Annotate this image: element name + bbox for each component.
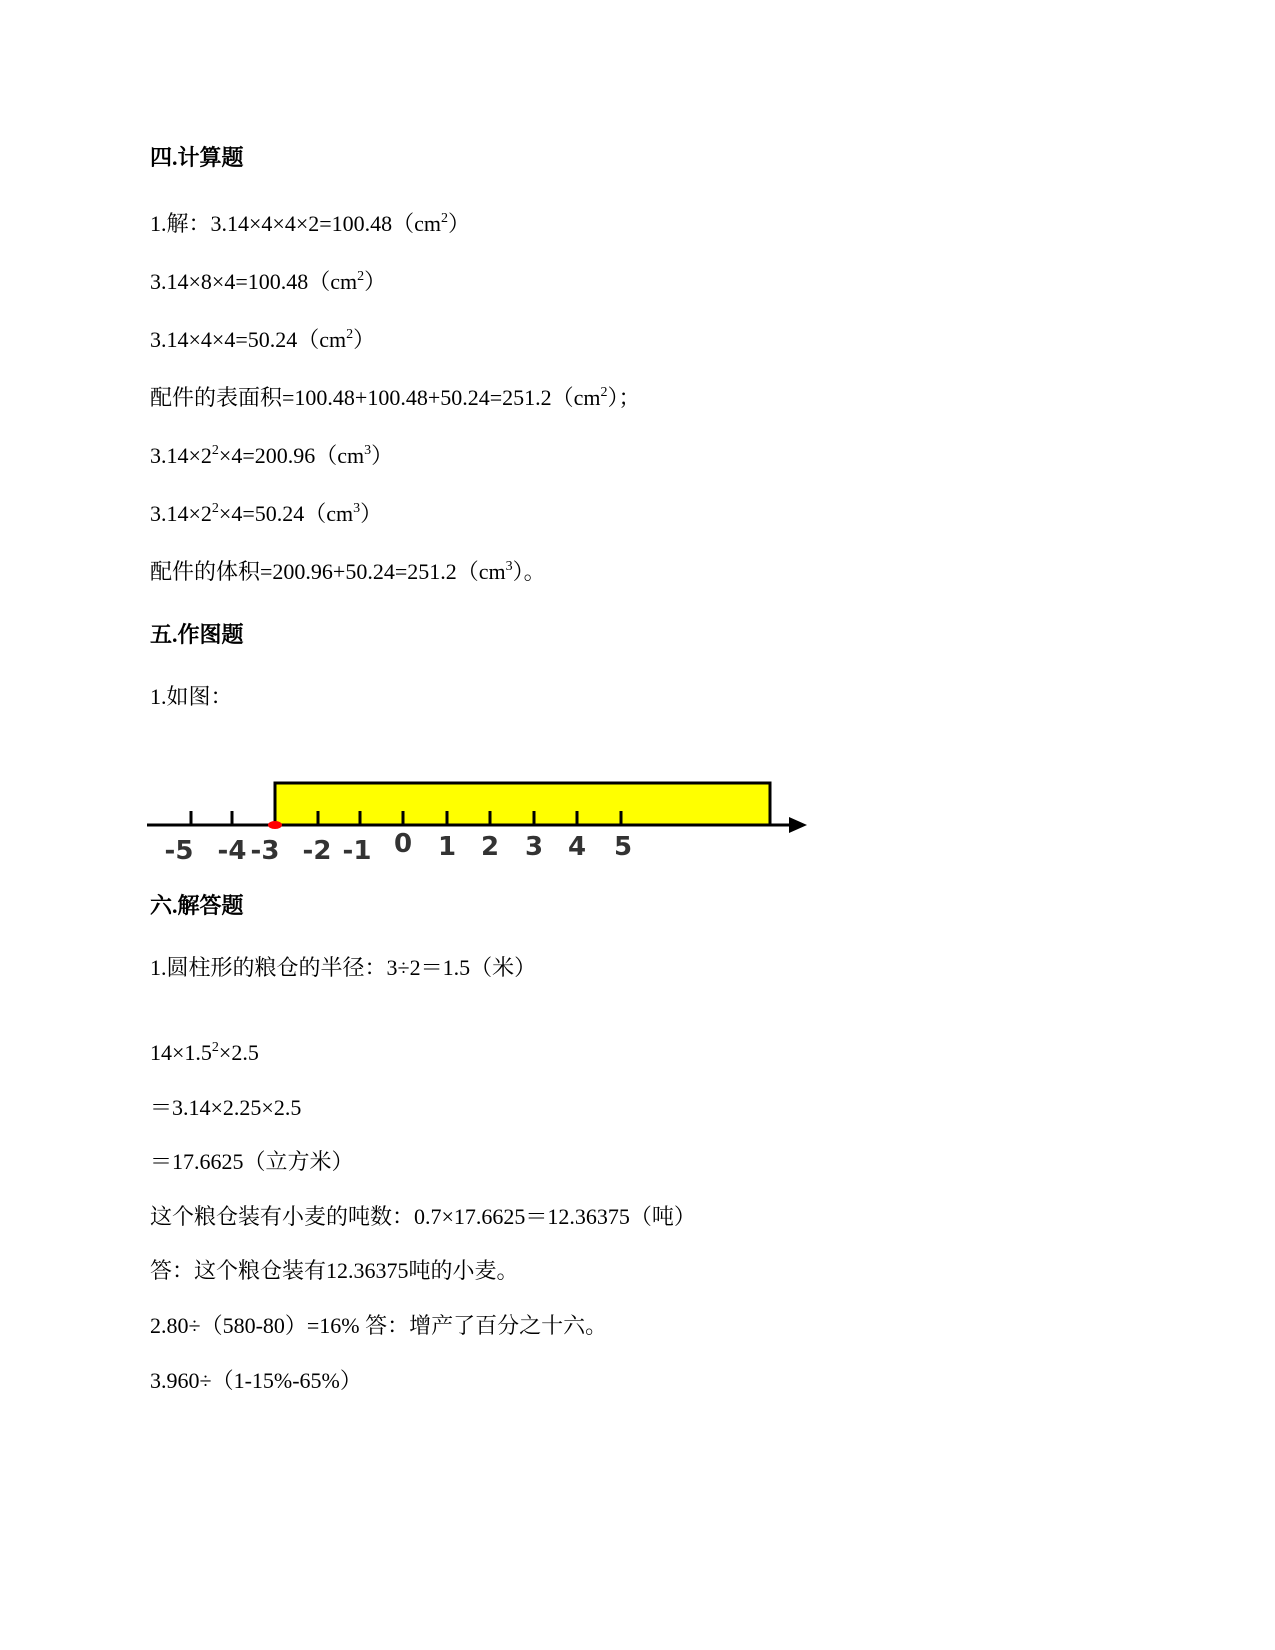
highlight-region <box>275 783 770 825</box>
answer-line-1: 1.圆柱形的粮仓的半径：3÷2＝1.5（米） <box>150 955 537 980</box>
number-line-figure <box>145 765 825 875</box>
section-heading-answer: 六.解答题 <box>150 893 244 918</box>
number-line-label: 4 <box>567 832 587 862</box>
number-line-label: 0 <box>393 829 413 859</box>
answer-line-4: ＝17.6625（立方米） <box>150 1149 354 1174</box>
number-line-label: -3 <box>250 836 280 866</box>
number-line-label: 5 <box>613 832 633 862</box>
section-heading-calc: 四.计算题 <box>150 145 244 170</box>
number-line-label: -4 <box>217 836 247 866</box>
number-line-label: 3 <box>524 832 544 862</box>
calc-line-6: $3.14\times 2^2\times 4=50.24(cm^3)$ <box>150 500 383 526</box>
arrow-head <box>789 817 807 833</box>
answer-line-6: 答：这个粮仓装有12.36375吨的小麦。 <box>150 1258 519 1283</box>
answer-line-8: 3.960÷（1-15%-65%） <box>150 1368 362 1393</box>
answer-line-5: 这个粮仓装有小麦的吨数：0.7×17.6625＝12.36375（吨） <box>150 1204 696 1229</box>
calc-line-4: 配件的表面积$=100.48+100.48+50.24=251.2(cm^2)$； <box>150 384 641 410</box>
number-line-label: 2 <box>480 832 500 862</box>
number-line-label: -2 <box>302 836 332 866</box>
answer-line-2: $14\times 1.5^2\times 2.5$ <box>150 1039 259 1065</box>
draw-line-1: 1.如图： <box>150 684 233 709</box>
section-heading-draw: 五.作图题 <box>150 622 244 647</box>
calc-line-3: $3.14\times 4\times 4=50.24(cm^2)$ <box>150 326 376 352</box>
number-line-label: 1 <box>437 832 457 862</box>
number-line-label: -1 <box>342 836 372 866</box>
calc-line-2: $3.14\times 8\times 4=100.48(cm^2)$ <box>150 268 387 294</box>
calc-line-7: 配件的体积$=200.96+50.24=251.2(cm^3)$。 <box>150 558 546 584</box>
start-point-marker <box>268 821 282 829</box>
number-line-label: -5 <box>164 836 194 866</box>
answer-line-7: 2.80÷（580-80）=16% 答：增产了百分之十六。 <box>150 1313 608 1338</box>
calc-line-1: 1.解：$3.14\times 4\times 4\times 2=100.48(cm^2)$ <box>150 210 471 236</box>
answer-line-3: ＝3.14×2.25×2.5 <box>150 1095 302 1120</box>
calc-line-5: $3.14\times 2^2\times 4=200.96(cm^3)$ <box>150 442 394 468</box>
